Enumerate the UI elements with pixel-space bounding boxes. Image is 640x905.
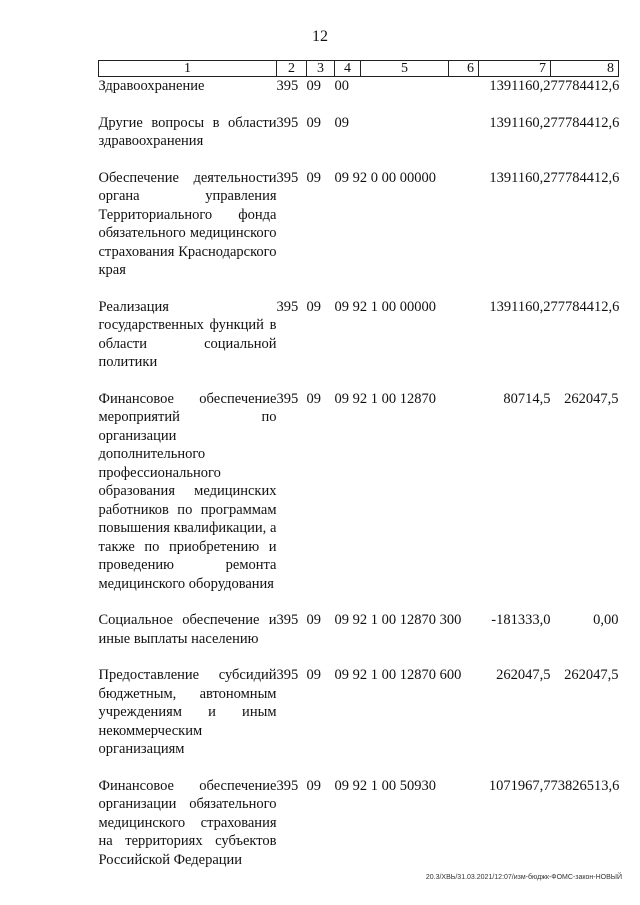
column-header: 2 xyxy=(277,61,307,77)
amount-col8: 262047,5 xyxy=(564,390,619,407)
table-row xyxy=(99,298,619,372)
row-name: Реализация государственных функций в области социальной политики xyxy=(98,298,277,370)
classification-code: 09 92 1 00 12870 xyxy=(334,390,436,407)
table-row xyxy=(99,390,619,594)
section-code: 09 xyxy=(306,612,321,628)
amount-col8: 77784412,6 xyxy=(550,114,620,131)
amount-col7: 1071967,7 xyxy=(488,777,551,794)
document-footer: 20.3/ХВЬ/31.03.2021/12:07/изм-бюджк-ФОМС-закон-НОВЫЙ xyxy=(425,874,622,881)
admin-code: 395 xyxy=(276,390,299,407)
amount-col8: 77784412,6 xyxy=(550,78,620,94)
table-row xyxy=(99,666,619,759)
row-name: Предоставление субсидий бюджетным, автономным учреждениям и иным некоммерческим организациям xyxy=(98,667,277,757)
column-header: 1 xyxy=(99,61,277,77)
classification-code: 09 xyxy=(334,114,349,131)
row-name: Финансовое обеспечение мероприятий по организации дополнительного профессионального образования медицинских работников по программам повышения квалификации, а также по приобретению и проведению ремонта медицинского оборудования xyxy=(98,390,277,592)
row-name: Другие вопросы в области здравоохранения xyxy=(98,114,277,149)
amount-col8: 77784412,6 xyxy=(550,298,620,315)
column-header: 3 xyxy=(307,61,335,77)
budget-table xyxy=(98,60,619,869)
admin-code: 395 xyxy=(276,777,299,794)
section-code: 09 xyxy=(306,298,321,315)
section-code: 09 xyxy=(306,114,321,131)
classification-code: 09 92 1 00 12870 600 xyxy=(334,667,462,683)
amount-col7: 1391160,2 xyxy=(489,78,551,94)
column-header: 7 xyxy=(479,61,551,77)
column-header: 8 xyxy=(551,61,619,77)
amount-col7: 1391160,2 xyxy=(489,298,551,315)
admin-code: 395 xyxy=(276,169,299,186)
section-code: 09 xyxy=(306,667,321,683)
row-name: Социальное обеспечение и иные выплаты населению xyxy=(98,612,277,647)
admin-code: 395 xyxy=(276,298,299,315)
column-header: 5 xyxy=(361,61,449,77)
column-header-row xyxy=(99,61,619,77)
column-header: 6 xyxy=(449,61,479,77)
amount-col8: 0,00 xyxy=(593,612,619,628)
column-header: 4 xyxy=(335,61,361,77)
section-code: 09 xyxy=(306,78,321,94)
amount-col7: -181333,0 xyxy=(491,612,551,628)
section-code: 09 xyxy=(306,169,321,186)
admin-code: 395 xyxy=(276,78,299,94)
amount-col7: 80714,5 xyxy=(503,390,551,407)
classification-code: 09 92 0 00 00000 xyxy=(334,169,436,186)
table-row xyxy=(99,114,619,151)
table-row xyxy=(99,611,619,648)
admin-code: 395 xyxy=(276,667,299,683)
amount-col7: 262047,5 xyxy=(496,667,551,683)
classification-code: 09 92 1 00 00000 xyxy=(334,298,436,315)
classification-code: 00 xyxy=(334,78,349,94)
table-row xyxy=(99,777,619,870)
admin-code: 395 xyxy=(276,114,299,131)
row-name: Здравоохранение xyxy=(98,78,205,94)
classification-code: 09 92 1 00 12870 300 xyxy=(334,612,462,628)
amount-col7: 1391160,2 xyxy=(489,169,551,186)
amount-col8: 77784412,6 xyxy=(550,169,620,186)
amount-col8: 73826513,6 xyxy=(550,777,620,794)
classification-code: 09 92 1 00 50930 xyxy=(334,777,436,794)
page-number: 12 xyxy=(312,28,328,45)
amount-col8: 262047,5 xyxy=(564,667,619,683)
row-name: Финансовое обеспечение организации обязательного медицинского страхования на территориях субъектов Российской Федерации xyxy=(98,777,277,868)
section-code: 09 xyxy=(306,390,321,407)
amount-col7: 1391160,2 xyxy=(489,114,551,131)
table-row xyxy=(99,169,619,280)
section-code: 09 xyxy=(306,777,321,794)
table-row xyxy=(99,77,619,96)
row-name: Обеспечение деятельности органа управления Территориального фонда обязательного медицинского страхования Краснодарского края xyxy=(98,169,277,278)
admin-code: 395 xyxy=(276,612,299,628)
